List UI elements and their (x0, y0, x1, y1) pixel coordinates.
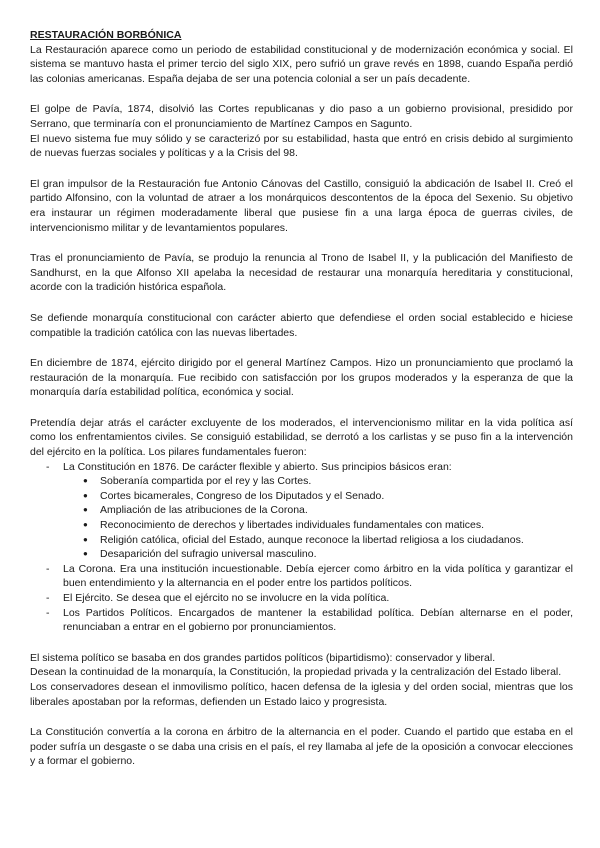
pillars-list (30, 460, 573, 635)
paragraph-gap (30, 709, 573, 725)
paragraph-continuity: Desean la continuidad de la monarquía, la Constitución, la propiedad privada y la centralización del Estado liberal. (30, 666, 562, 679)
pillar-crown: - La Corona. Era una institución incuestionable. Debía ejercer como árbitro en la vida política y garantizar el buen entendimiento y la alternancia en el poder entre los partidos políticos. (30, 562, 573, 591)
pillar-constitution (30, 460, 573, 562)
paragraph-gap (30, 86, 573, 102)
paragraph-martinez-campos: En diciembre de 1874, ejército dirigido por el general Martínez Campos. Hizo un pronunciamiento que proclamó la restauración de la monarquía. Fue recibido con satisfacción por los grupos moderados y la esperanza de que la monarquía daría estabilidad política, económica y social. (30, 357, 573, 399)
principle-item: ● Ampliación de las atribuciones de la Corona. (63, 503, 573, 518)
principle-item: ● Cortes bicamerales, Congreso de los Diputados y el Senado. (63, 489, 573, 504)
principle-item: ● Desaparición del sufragio universal masculino. (63, 547, 573, 562)
paragraph-bipartisanship: El sistema político se basaba en dos grandes partidos políticos (bipartidismo): conservador y liberal. (30, 651, 496, 664)
principle-item: ● Reconocimiento de derechos y libertades individuales fundamentales con matices. (63, 518, 573, 533)
paragraph-canovas: El gran impulsor de la Restauración fue Antonio Cánovas del Castillo, consiguió la abdicación de Isabel II. Creó el partido Alfonsino, con la voluntad de atraer a los monárquicos descontentos de la época del Sexenio. Su objetivo era instaurar un régimen moderadamente liberal que pusiese fin a una larga época de guerras civiles, de intervencionismo militar y de levantamientos populares. (30, 177, 573, 234)
paragraph-alternation: La Constitución convertía a la corona en árbitro de la alternancia en el poder. Cuando el partido que estaba en el poder sufría un desgaste o se daba una crisis en el país, el rey llamaba al jefe de la oposición a convocar elecciones y a formar el gobierno. (30, 726, 573, 768)
paragraph-sandhurst: Tras el pronunciamiento de Pavía, se produjo la renuncia al Trono de Isabel II, y la publicación del Manifiesto de Sandhurst, en la que Alfonso XII apelaba la necesidad de restaurar una monarquía hereditaria y constitucional, acorde con la tradición histórica española. (30, 252, 573, 294)
principle-item: ● Religión católica, oficial del Estado, aunque reconoce la libertad religiosa a los ciudadanos. (63, 533, 573, 548)
paragraph-gap (30, 340, 573, 356)
paragraph-pavia-coup: El golpe de Pavía, 1874, disolvió las Cortes republicanas y dio paso a un gobierno provisional, presidido por Serrano, que terminaría con el pronunciamiento de Martínez Campos en Sagunto. (30, 103, 573, 130)
paragraph-gap (30, 161, 573, 177)
paragraph-gap (30, 635, 573, 651)
paragraph-new-system: El nuevo sistema fue muy sólido y se caracterizó por su estabilidad, hasta que entró en crisis debido al surgimiento de nuevas fuerzas sociales y políticas y a la Crisis del 98. (30, 132, 573, 160)
pillar-parties: - Los Partidos Políticos. Encargados de mantener la estabilidad política. Debían alternarse en el poder, renunciaban a entrar en el gobierno por pronunciamientos. (30, 606, 573, 635)
principles-list (63, 474, 573, 562)
paragraph-intro: La Restauración aparece como un periodo de estabilidad constitucional y de modernización económica y social. El sistema se mantuvo hasta el primer tercio del siglo XIX, pero sufrió un grave revés en 1898, cuando España perdió las colonias americanas. España dejaba de ser una potencia colonial a ser un país decadente. (30, 43, 573, 85)
paragraph-gap (30, 400, 573, 416)
document-page (30, 28, 573, 769)
paragraph-gap (30, 235, 573, 251)
paragraph-constitutional-monarchy: Se defiende monarquía constitucional con carácter abierto que defendiese el orden social establecido e hiciese compatible la tradición católica con las nuevas libertades. (30, 311, 573, 339)
paragraph-gap (30, 295, 573, 311)
paragraph-pillars-intro: Pretendía dejar atrás el carácter excluyente de los moderados, el intervencionismo militar en la vida política así como los enfrentamientos civiles. Se consiguió estabilidad, se derrotó a los carlistas y se puso fin a la intervención del ejército en la política. Los pilares fundamentales fueron: (30, 416, 573, 459)
principle-item: ● Soberanía compartida por el rey y las Cortes. (63, 474, 573, 489)
document-title: RESTAURACIÓN BORBÓNICA (30, 29, 182, 41)
pillar-constitution-text: La Constitución en 1876. De carácter flexible y abierto. Sus principios básicos eran: (63, 460, 452, 473)
paragraph-conservatives-liberals: Los conservadores desean el inmovilismo político, hacen defensa de la iglesia y del orden social, mientras que los liberales apostaban por la reformas, defienden un Estado laico y progresista. (30, 680, 573, 708)
pillar-army: - El Ejército. Se desea que el ejército no se involucre en la vida política. (30, 591, 573, 606)
